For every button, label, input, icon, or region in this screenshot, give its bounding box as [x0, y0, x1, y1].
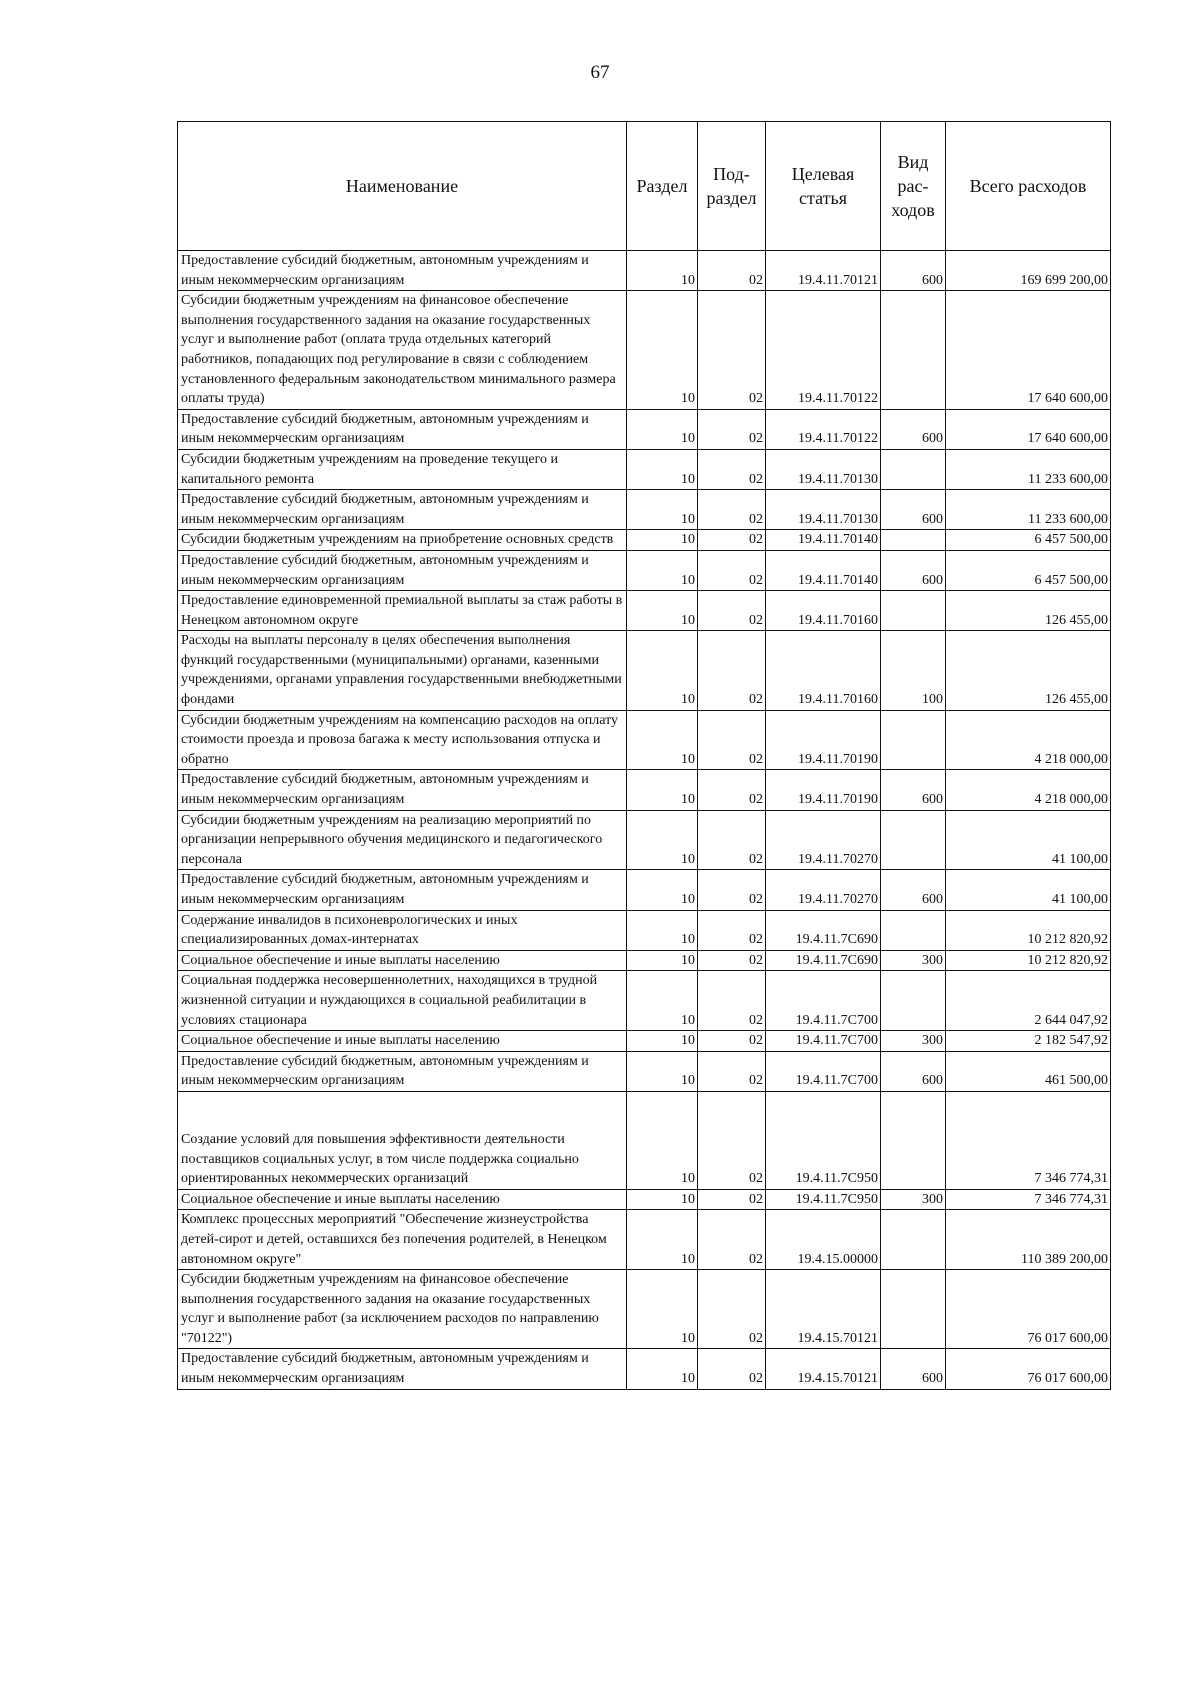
row-article: 19.4.11.70140: [766, 530, 881, 551]
row-subsection: 02: [698, 770, 766, 810]
row-total: 11 233 600,00: [946, 449, 1111, 489]
row-subsection: 02: [698, 490, 766, 530]
row-name: Предоставление субсидий бюджетным, автономным учреждениям и иным некоммерческим организациям: [178, 490, 627, 530]
row-total: 461 500,00: [946, 1051, 1111, 1091]
row-subsection: 02: [698, 449, 766, 489]
row-article: 19.4.11.70130: [766, 449, 881, 489]
row-subsection: 02: [698, 631, 766, 710]
row-expense-type: [881, 449, 946, 489]
row-total: 10 212 820,92: [946, 910, 1111, 950]
row-section: 10: [627, 810, 698, 870]
table-row: [178, 409, 1111, 449]
table-row: [178, 251, 1111, 291]
row-name: Субсидии бюджетным учреждениям на финансовое обеспечение выполнения государственного задания на оказание государственных услуг и выполнение работ (за исключением расходов по направлению "70122"): [178, 1270, 627, 1349]
row-section: 10: [627, 591, 698, 631]
row-subsection: 02: [698, 550, 766, 590]
table-row: [178, 810, 1111, 870]
row-section: 10: [627, 291, 698, 410]
row-article: 19.4.11.7С700: [766, 1031, 881, 1052]
row-total: 126 455,00: [946, 591, 1111, 631]
table-row: [178, 1031, 1111, 1052]
table-row: [178, 1051, 1111, 1091]
row-expense-type: 600: [881, 770, 946, 810]
row-name: Субсидии бюджетным учреждениям на реализацию мероприятий по организации непрерывного обучения медицинского и педагогического персонала: [178, 810, 627, 870]
row-expense-type: 300: [881, 950, 946, 971]
row-total: 7 346 774,31: [946, 1189, 1111, 1210]
row-expense-type: [881, 591, 946, 631]
row-subsection: 02: [698, 950, 766, 971]
row-name: Комплекс процессных мероприятий "Обеспечение жизнеустройства детей-сирот и детей, оставшихся без попечения родителей, в Ненецком автономном округе": [178, 1210, 627, 1270]
row-total: 10 212 820,92: [946, 950, 1111, 971]
row-name: Создание условий для повышения эффективности деятельности поставщиков социальных услуг, в том числе поддержка социально ориентированных некоммерческих организаций: [178, 1091, 627, 1189]
header-article: Целевая статья: [766, 122, 881, 251]
row-name: Содержание инвалидов в психоневрологических и иных специализированных домах-интернатах: [178, 910, 627, 950]
header-name: Наименование: [178, 122, 627, 251]
row-article: 19.4.11.70190: [766, 710, 881, 770]
row-article: 19.4.11.7С950: [766, 1189, 881, 1210]
table-row: [178, 770, 1111, 810]
row-expense-type: 300: [881, 1031, 946, 1052]
row-expense-type: 600: [881, 870, 946, 910]
row-name: Субсидии бюджетным учреждениям на компенсацию расходов на оплату стоимости проезда и провоза багажа к месту использования отпуска и обратно: [178, 710, 627, 770]
row-total: 76 017 600,00: [946, 1270, 1111, 1349]
header-subsection: Под- раздел: [698, 122, 766, 251]
budget-table: [177, 121, 1111, 1390]
row-section: 10: [627, 910, 698, 950]
row-article: 19.4.11.70160: [766, 591, 881, 631]
row-name: Социальная поддержка несовершеннолетних, находящихся в трудной жизненной ситуации и нуждающихся в социальной реабилитации в условиях стационара: [178, 971, 627, 1031]
row-expense-type: 600: [881, 409, 946, 449]
row-section: 10: [627, 1091, 698, 1189]
row-article: 19.4.11.70122: [766, 409, 881, 449]
row-subsection: 02: [698, 291, 766, 410]
row-subsection: 02: [698, 1270, 766, 1349]
row-total: 2 644 047,92: [946, 971, 1111, 1031]
row-section: 10: [627, 631, 698, 710]
table-row: [178, 1091, 1111, 1189]
row-section: 10: [627, 251, 698, 291]
row-section: 10: [627, 1210, 698, 1270]
row-subsection: 02: [698, 1091, 766, 1189]
row-expense-type: 600: [881, 1349, 946, 1389]
row-total: 6 457 500,00: [946, 530, 1111, 551]
row-name: Расходы на выплаты персоналу в целях обеспечения выполнения функций государственными (муниципальными) органами, казенными учреждениями, органами управления государственными внебюджетными фондами: [178, 631, 627, 710]
header-expense-type: Вид рас- ходов: [881, 122, 946, 251]
row-expense-type: 600: [881, 490, 946, 530]
row-subsection: 02: [698, 1349, 766, 1389]
row-total: 6 457 500,00: [946, 550, 1111, 590]
row-section: 10: [627, 1349, 698, 1389]
row-name: Предоставление субсидий бюджетным, автономным учреждениям и иным некоммерческим организациям: [178, 251, 627, 291]
table-row: [178, 1349, 1111, 1389]
row-expense-type: [881, 1210, 946, 1270]
table-row: [178, 1210, 1111, 1270]
table-row: [178, 710, 1111, 770]
row-total: 7 346 774,31: [946, 1091, 1111, 1189]
row-expense-type: [881, 810, 946, 870]
row-name: Предоставление субсидий бюджетным, автономным учреждениям и иным некоммерческим организациям: [178, 1051, 627, 1091]
row-total: 41 100,00: [946, 810, 1111, 870]
row-name: Предоставление субсидий бюджетным, автономным учреждениям и иным некоммерческим организациям: [178, 870, 627, 910]
row-article: 19.4.11.70270: [766, 870, 881, 910]
header-section: Раздел: [627, 122, 698, 251]
row-article: 19.4.11.7С950: [766, 1091, 881, 1189]
row-article: 19.4.11.7С700: [766, 971, 881, 1031]
table-row: [178, 591, 1111, 631]
row-article: 19.4.11.70140: [766, 550, 881, 590]
row-name: Субсидии бюджетным учреждениям на приобретение основных средств: [178, 530, 627, 551]
row-expense-type: 600: [881, 251, 946, 291]
row-article: 19.4.11.7С700: [766, 1051, 881, 1091]
row-subsection: 02: [698, 710, 766, 770]
row-subsection: 02: [698, 251, 766, 291]
row-article: 19.4.11.70121: [766, 251, 881, 291]
row-total: 169 699 200,00: [946, 251, 1111, 291]
row-subsection: 02: [698, 1051, 766, 1091]
row-subsection: 02: [698, 870, 766, 910]
row-section: 10: [627, 1051, 698, 1091]
row-name: Субсидии бюджетным учреждениям на финансовое обеспечение выполнения государственного задания на оказание государственных услуг и выполнение работ (оплата труда отдельных категорий работников, попадающих под регулирование в связи с соблюдением установленного федеральным законодательством минимального размера оплаты труда): [178, 291, 627, 410]
row-article: 19.4.11.7С690: [766, 910, 881, 950]
row-total: 126 455,00: [946, 631, 1111, 710]
row-expense-type: [881, 530, 946, 551]
row-section: 10: [627, 971, 698, 1031]
table-row: [178, 631, 1111, 710]
row-expense-type: [881, 710, 946, 770]
row-section: 10: [627, 870, 698, 910]
row-section: 10: [627, 1189, 698, 1210]
row-subsection: 02: [698, 971, 766, 1031]
row-name: Предоставление субсидий бюджетным, автономным учреждениям и иным некоммерческим организациям: [178, 550, 627, 590]
table-row: [178, 490, 1111, 530]
row-article: 19.4.11.70190: [766, 770, 881, 810]
row-article: 19.4.11.70270: [766, 810, 881, 870]
row-name: Социальное обеспечение и иные выплаты населению: [178, 1189, 627, 1210]
row-article: 19.4.11.70160: [766, 631, 881, 710]
table-row: [178, 870, 1111, 910]
row-article: 19.4.11.70122: [766, 291, 881, 410]
row-article: 19.4.11.70130: [766, 490, 881, 530]
row-article: 19.4.11.7С690: [766, 950, 881, 971]
table-body: [178, 251, 1111, 1390]
header-total: Всего расходов: [946, 122, 1111, 251]
row-expense-type: 300: [881, 1189, 946, 1210]
row-section: 10: [627, 950, 698, 971]
row-expense-type: 100: [881, 631, 946, 710]
page-number: 67: [590, 62, 610, 83]
row-expense-type: [881, 1270, 946, 1349]
table-row: [178, 1270, 1111, 1349]
row-total: 41 100,00: [946, 870, 1111, 910]
row-total: 17 640 600,00: [946, 291, 1111, 410]
row-name: Предоставление субсидий бюджетным, автономным учреждениям и иным некоммерческим организациям: [178, 1349, 627, 1389]
row-subsection: 02: [698, 530, 766, 551]
row-total: 17 640 600,00: [946, 409, 1111, 449]
row-section: 10: [627, 770, 698, 810]
row-subsection: 02: [698, 409, 766, 449]
table-row: [178, 550, 1111, 590]
row-total: 110 389 200,00: [946, 1210, 1111, 1270]
row-subsection: 02: [698, 910, 766, 950]
row-article: 19.4.15.70121: [766, 1270, 881, 1349]
row-section: 10: [627, 409, 698, 449]
row-subsection: 02: [698, 1031, 766, 1052]
table-row: [178, 1189, 1111, 1210]
row-section: 10: [627, 550, 698, 590]
row-name: Предоставление субсидий бюджетным, автономным учреждениям и иным некоммерческим организациям: [178, 770, 627, 810]
table-row: [178, 910, 1111, 950]
row-section: 10: [627, 1031, 698, 1052]
row-section: 10: [627, 1270, 698, 1349]
row-name: Социальное обеспечение и иные выплаты населению: [178, 950, 627, 971]
row-total: 11 233 600,00: [946, 490, 1111, 530]
row-total: 76 017 600,00: [946, 1349, 1111, 1389]
table-row: [178, 291, 1111, 410]
table-row: [178, 950, 1111, 971]
row-section: 10: [627, 449, 698, 489]
row-total: 4 218 000,00: [946, 710, 1111, 770]
row-subsection: 02: [698, 591, 766, 631]
row-subsection: 02: [698, 1210, 766, 1270]
table-row: [178, 449, 1111, 489]
row-expense-type: [881, 291, 946, 410]
row-expense-type: 600: [881, 1051, 946, 1091]
row-total: 2 182 547,92: [946, 1031, 1111, 1052]
row-section: 10: [627, 710, 698, 770]
row-total: 4 218 000,00: [946, 770, 1111, 810]
row-article: 19.4.15.70121: [766, 1349, 881, 1389]
table-header-row: [178, 122, 1111, 251]
row-subsection: 02: [698, 810, 766, 870]
row-subsection: 02: [698, 1189, 766, 1210]
row-expense-type: [881, 910, 946, 950]
row-article: 19.4.15.00000: [766, 1210, 881, 1270]
row-expense-type: [881, 1091, 946, 1189]
row-expense-type: 600: [881, 550, 946, 590]
row-name: Предоставление субсидий бюджетным, автономным учреждениям и иным некоммерческим организациям: [178, 409, 627, 449]
row-name: Предоставление единовременной премиальной выплаты за стаж работы в Ненецком автономном округе: [178, 591, 627, 631]
row-section: 10: [627, 490, 698, 530]
table-row: [178, 530, 1111, 551]
row-name: Социальное обеспечение и иные выплаты населению: [178, 1031, 627, 1052]
row-name: Субсидии бюджетным учреждениям на проведение текущего и капитального ремонта: [178, 449, 627, 489]
row-expense-type: [881, 971, 946, 1031]
row-section: 10: [627, 530, 698, 551]
table-row: [178, 971, 1111, 1031]
